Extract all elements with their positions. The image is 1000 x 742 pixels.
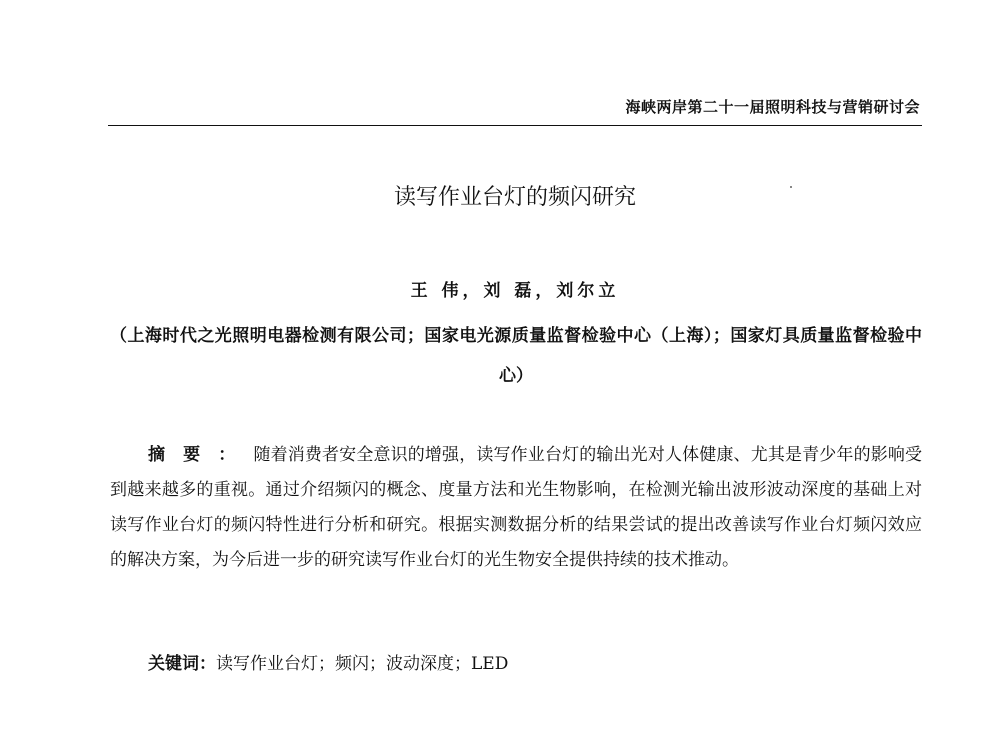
keywords-text: 读写作业台灯；频闪；波动深度；LED: [216, 654, 509, 674]
paper-title: 读写作业台灯的频闪研究: [393, 185, 636, 210]
keywords-label: 关键词：: [148, 654, 216, 674]
paper-authors: 王 伟，刘 磊，刘尔立: [410, 281, 620, 301]
abstract-label: 摘要：: [148, 445, 254, 465]
abstract-paragraph: [110, 438, 922, 578]
abstract-text: 随着消费者安全意识的增强，读写作业台灯的输出光对人体健康、尤其是青少年的影响受到越来越多的重视。通过介绍频闪的概念、度量方法和光生物影响，在检测光输出波形波动深度的基础上对读写作业台灯的频闪特性进行分析和研究。根据实测数据分析的结果尝试的提出改善读写作业台灯频闪效应的解决方案，为今后进一步的研究读写作业台灯的光生物安全提供持续的技术推动。: [110, 445, 923, 570]
paper-affiliation: （上海时代之光照明电器检测有限公司；国家电光源质量监督检验中心（上海）；国家灯具质量监督检验中心）: [110, 326, 922, 386]
header-rule: [108, 125, 922, 126]
conference-header: 海峡两岸第二十一届照明科技与营销研讨会: [625, 98, 920, 116]
keywords-line: [148, 650, 922, 678]
